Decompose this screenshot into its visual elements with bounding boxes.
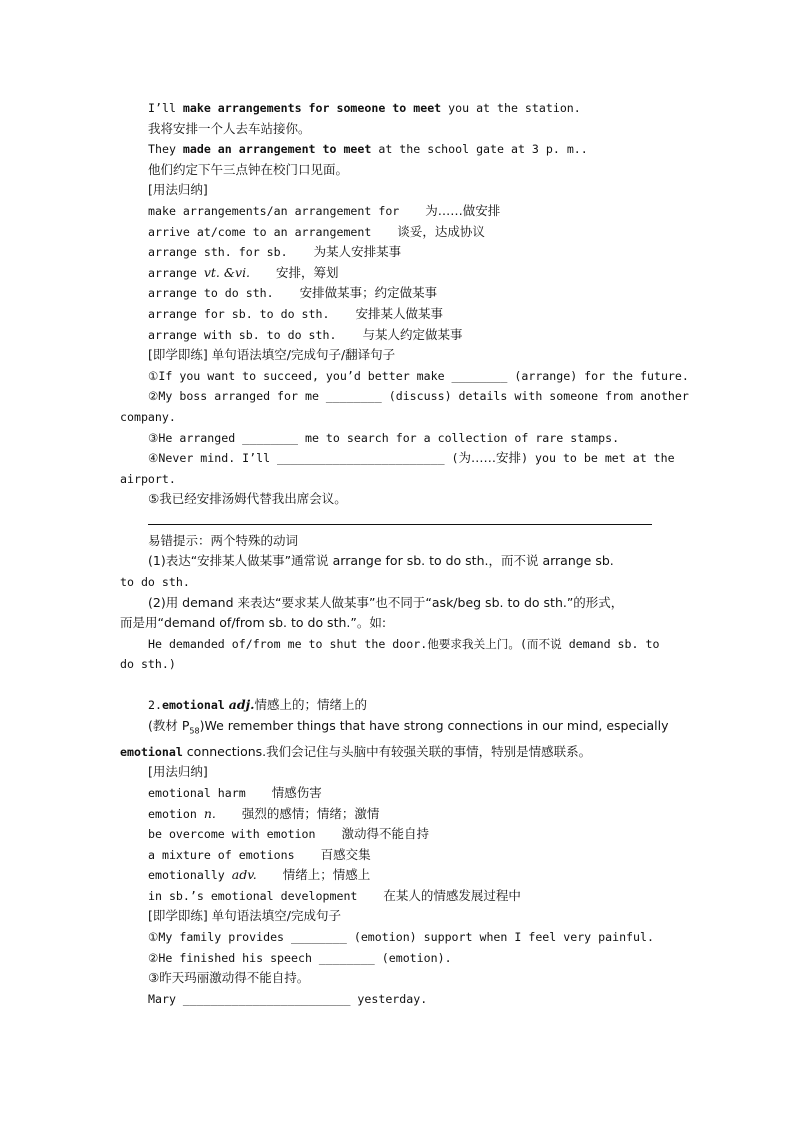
exercise-3-answer: Mary ________________________ yesterday. [148,991,428,1006]
example-sentence-2: They made an arrangement to meet at the school gate at 3 p. m.. [148,142,588,157]
usage-item: arrange vt. &vi. 安排，筹划 [148,264,339,280]
textbook-reference: (教材 $P_{58})We$ remember things that have strong connections in our mind, especially [148,717,669,736]
exercise-2-continued: company. [120,409,176,424]
exercise-4: ④Never mind. I’ll ________________________ (为……安排) you to be met at the [148,450,675,466]
usage-heading: [用法归纳] [148,182,208,198]
exercise-3: ③昨天玛丽激动得不能自持。 [148,970,310,986]
usage-item: arrange sth. for sb. 为某人安排某事 [148,244,402,260]
tip-example: He demanded of/from me to shut the door.他要求我关上门。(而不说 demand sb. to [148,636,660,651]
exercise-3: ③He arranged ________ me to search for a collection of rare stamps. [148,430,620,445]
practice-heading: [即学即练] 单句语法填空/完成句子 [148,908,341,924]
usage-item: arrange with sb. to do sth. 与某人约定做某事 [148,326,463,342]
exercise-2: ②He finished his speech ________ (emotion). [148,950,452,965]
usage-item: a mixture of emotions 百感交集 [148,846,371,862]
usage-item: emotionally adv. 情绪上；情感上 [148,867,371,883]
tip-1-continued: to do sth. [120,575,190,590]
tip-2: (2)用 demand 来表达“要求某人做某事”也不同于“ask/beg sb. to do sth.”的形式， [148,594,624,610]
usage-item: arrive at/come to an arrangement 谈妥，达成协议 [148,223,485,239]
answer-line [148,510,652,525]
usage-item: make arrangements/an arrangement for 为……做安排 [148,202,501,218]
tip-2-continued: 而是用“demand of/from sb. to do sth.”。如: [120,615,387,631]
usage-item: in sb.’s emotional development 在某人的情感发展过程中 [148,887,521,903]
document-page [120,98,689,1009]
exercise-1: ①If you want to succeed, you’d better make ________ (arrange) for the future. [148,368,689,383]
example-sentence-1: I’ll make arrangements for someone to meet you at the station. [148,101,581,115]
tip-1: (1)表达“安排某人做某事”通常说 arrange for sb. to do sth.，而不说 arrange sb. [148,553,614,569]
exercise-1: ①My family provides ________ (emotion) support when I feel very painful. [148,930,654,945]
tip-heading: 易错提示：两个特殊的动词 [148,532,299,548]
usage-item: emotional harm 情感伤害 [148,784,322,800]
usage-item: arrange for sb. to do sth. 安排某人做某事 [148,305,443,321]
usage-item: arrange to do sth. 安排做某事；约定做某事 [148,285,438,301]
exercise-4-continued: airport. [120,471,176,486]
exercise-5: ⑤我已经安排汤姆代替我出席会议。 [148,491,347,507]
usage-heading: [用法归纳] [148,764,208,780]
example-translation-1: 我将安排一个人去车站接你。 [148,120,311,136]
example-translation-2: 他们约定下午三点钟在校门口见面。 [148,161,349,177]
usage-item: emotion n. 强烈的感情；情绪；激情 [148,805,380,821]
section-title: 2.emotional adj.情感上的；情绪上的 [148,697,368,713]
textbook-reference-continued: emotional connections.我们会记住与头脑中有较强关联的事情，特别是情感联系。 [120,743,592,759]
usage-item: be overcome with emotion 激动得不能自持 [148,826,430,842]
practice-heading: [即学即练] 单句语法填空/完成句子/翻译句子 [148,347,396,363]
exercise-2: ②My boss arranged for me ________ (discuss) details with someone from another [148,389,689,404]
tip-example-continued: do sth.) [120,657,176,672]
